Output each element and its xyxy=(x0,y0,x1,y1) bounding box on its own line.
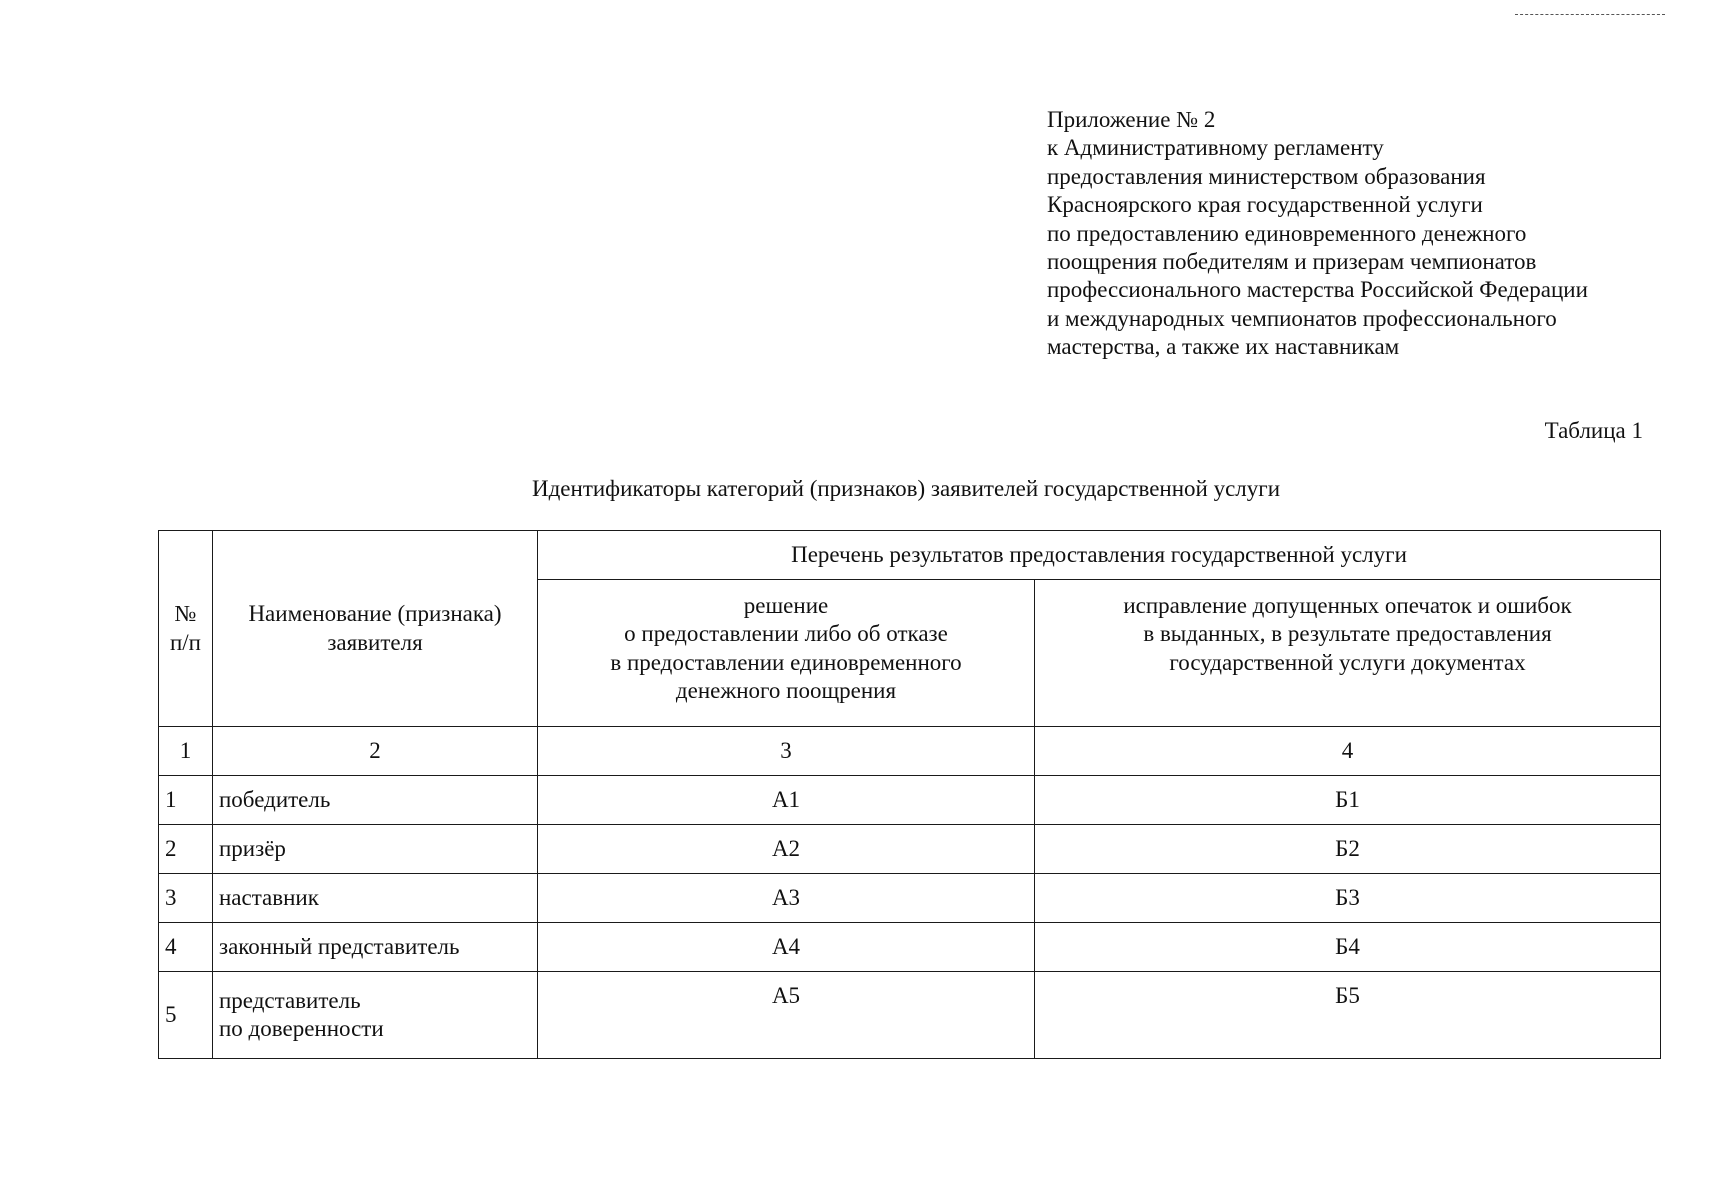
decision-code: А2 xyxy=(538,825,1035,874)
row-index: 3 xyxy=(159,874,213,923)
applicant-name: наставник xyxy=(213,874,538,923)
decision-code: А3 xyxy=(538,874,1035,923)
row-index: 1 xyxy=(159,776,213,825)
header-number: № п/п xyxy=(159,531,213,727)
table-label: Таблица 1 xyxy=(1544,418,1643,443)
table-row xyxy=(159,874,1661,923)
appendix-line: Красноярского края государственной услуги xyxy=(1047,192,1483,218)
table-header-row xyxy=(159,531,1661,580)
correction-code: Б4 xyxy=(1035,923,1661,972)
header-applicant-name: Наименование (признака) заявителя xyxy=(213,531,538,727)
document-title: Идентификаторы категорий (признаков) заявителей государственной услуги xyxy=(531,476,1281,501)
appendix-line: Приложение № 2 xyxy=(1047,107,1216,132)
row-index: 5 xyxy=(159,972,213,1059)
row-index: 2 xyxy=(159,825,213,874)
appendix-line: профессионального мастерства Российской Федерации xyxy=(1047,277,1588,303)
appendix-line: по предоставлению единовременного денежного xyxy=(1047,220,1527,246)
table-row xyxy=(159,825,1661,874)
appendix-line: мастерства, а также их наставникам xyxy=(1047,334,1400,360)
column-number: 2 xyxy=(213,727,538,776)
correction-code: Б2 xyxy=(1035,825,1661,874)
column-number-row xyxy=(159,727,1661,776)
header-corrections: исправление допущенных опечаток и ошибок в выданных, в результате предоставления государственной услуги документах xyxy=(1035,580,1661,727)
table-row xyxy=(159,972,1661,1059)
row-index: 4 xyxy=(159,923,213,972)
column-number: 1 xyxy=(159,727,213,776)
column-number: 3 xyxy=(538,727,1035,776)
appendix-block xyxy=(1047,106,1687,362)
header-decision: решение о предоставлении либо об отказе в предоставлении единовременного денежного поощрения xyxy=(538,580,1035,727)
appendix-line: к Административному регламенту xyxy=(1047,135,1384,161)
correction-code: Б1 xyxy=(1035,776,1661,825)
applicant-categories-table xyxy=(158,530,1661,1059)
decision-code: А4 xyxy=(538,923,1035,972)
decision-code: А5 xyxy=(538,972,1035,1059)
header-results-group: Перечень результатов предоставления государственной услуги xyxy=(538,531,1661,580)
applicant-name: призёр xyxy=(213,825,538,874)
table-row xyxy=(159,923,1661,972)
applicant-name: победитель xyxy=(213,776,538,825)
appendix-line: предоставления министерством образования xyxy=(1047,163,1486,189)
scan-artifact-line xyxy=(1515,14,1665,15)
table-row xyxy=(159,776,1661,825)
appendix-line: и международных чемпионатов профессионального xyxy=(1047,305,1557,331)
decision-code: А1 xyxy=(538,776,1035,825)
applicant-name: представитель по доверенности xyxy=(213,972,538,1059)
applicant-name: законный представитель xyxy=(213,923,538,972)
correction-code: Б5 xyxy=(1035,972,1661,1059)
column-number: 4 xyxy=(1035,727,1661,776)
correction-code: Б3 xyxy=(1035,874,1661,923)
appendix-line: поощрения победителям и призерам чемпионатов xyxy=(1047,249,1537,275)
